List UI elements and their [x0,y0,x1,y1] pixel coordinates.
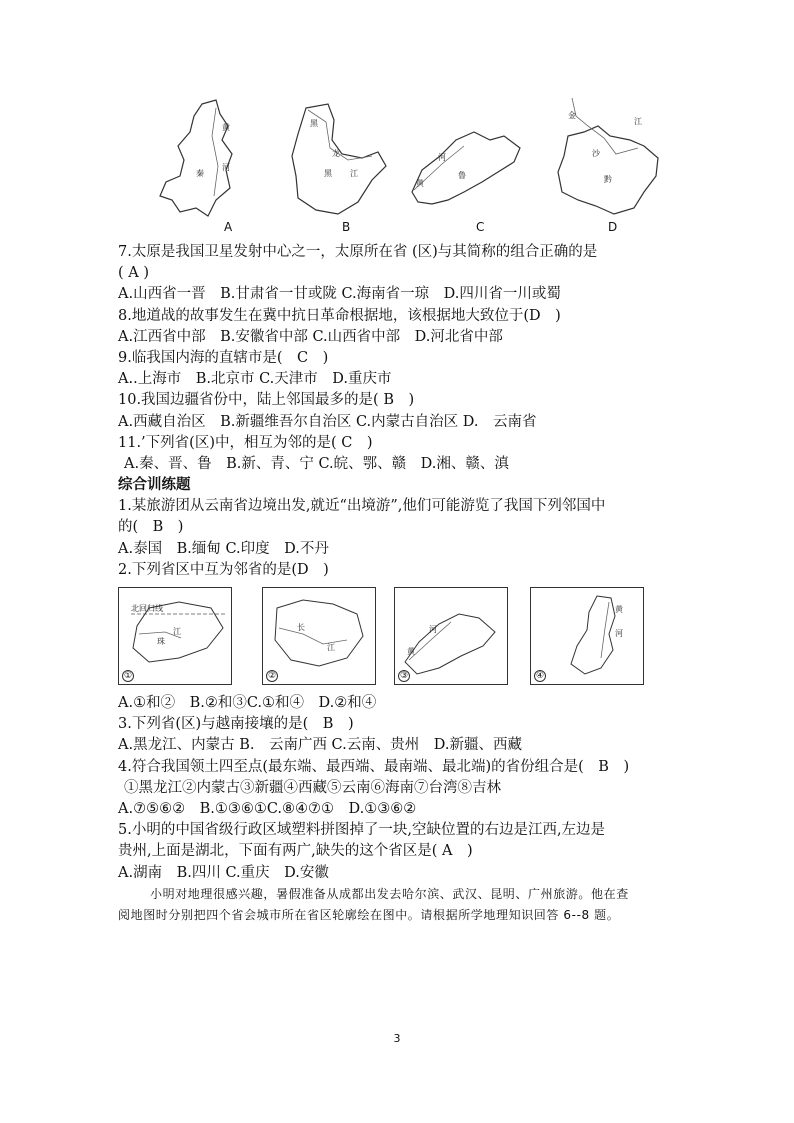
frame-3-label-1: 河 [429,625,437,634]
map-a-label-3: 秦 [196,169,204,178]
frame-4-number: ④ [535,671,545,681]
question-9-options: A..上海市 B.北京市 C.天津市 D.重庆市 [118,371,392,388]
frame-2-label-1: 长 [297,623,305,632]
map-b-outline [276,96,396,238]
map-a-label-2: 河 [222,163,230,172]
frame-4-map [531,588,643,684]
map-b-letter: B [342,220,351,234]
frame-3-number: ③ [399,671,409,681]
map-d-label-4: 黔 [604,175,612,184]
map-b-label-1: 黑 [310,119,318,128]
map-c-letter: C [476,220,485,234]
map-a-label-1: 黄 [222,123,230,132]
question-10: 10.我国边疆省份中，陆上邻国最多的是( B ) [118,392,415,409]
frame-2-map [263,588,375,684]
frame-2 [262,587,376,685]
page-number: 3 [393,1032,401,1045]
map-a-letter: A [224,220,233,234]
question-8: 8.地道战的故事发生在冀中抗日革命根据地，该根据地大致位于(D ) [118,307,561,324]
training-q4: 4.符合我国领土四至点(最东端、最西端、最南端、最北端)的省份组合是( B ) [118,758,630,775]
map-b-label-2: 龙 [332,149,340,158]
q2-map-frames [118,587,678,691]
map-d-label-3: 沙 [592,149,600,158]
frame-1-label-2: 珠 [157,637,165,646]
frame-4-label-1: 黄 [615,605,623,614]
frame-1-label-3: 江 [173,627,181,636]
map-d-outline [548,96,670,238]
question-7: 7.太原是我国卫星发射中心之一，太原所在省 (区)与其简称的组合正确的是 [118,244,598,260]
training-q4-items: ①黑龙江②内蒙古③新疆④西藏⑤云南⑥海南⑦台湾⑧吉林 [124,779,501,796]
training-q5-options: A.湖南 B.四川 C.重庆 D.安徽 [118,864,329,881]
training-q5-cont: 贵州,上面是湖北，下面有两广,缺失的这个省区是( A ) [118,843,473,860]
training-q2: 2.下列省区中互为邻省的是(D ) [118,561,329,578]
reading-passage-line-1: 小明对地理很感兴趣，暑假准备从成都出发去哈尔滨、武汉、昆明、广州旅游。他在查 [150,886,629,901]
training-q3: 3.下列省(区)与越南接壤的是( B ) [118,716,354,733]
map-c-label-1: 河 [438,153,446,162]
question-9: 9.临我国内海的直辖市是( C ) [118,349,329,366]
map-d-label-1: 金 [568,111,576,120]
map-c-label-3: 鲁 [458,171,466,180]
question-11-options: A.秦、晋、鲁 B.新、青、宁 C.皖、鄂、赣 D.湘、赣、滇 [124,455,509,472]
province-maps-row [150,96,670,238]
map-d-letter: D [608,220,618,234]
frame-1 [118,587,232,685]
training-q1-options: A.泰国 B.缅甸 C.印度 D.不丹 [118,540,329,557]
frame-1-map [119,588,231,684]
frame-4 [530,587,644,685]
frame-2-label-2: 江 [327,643,335,652]
training-q2-options: A.①和② B.②和③C.①和④ D.②和④ [118,695,377,711]
training-q1: 1.某旅游团从云南省边境出发,就近“出境游”,他们可能游览了我国下列邻国中 [118,498,606,515]
training-q4-options: A.⑦⑤⑥② B.①③⑥①C.⑧④⑦① D.①③⑥② [118,800,417,817]
map-a-outline [150,96,270,238]
reading-passage-line-2: 阅地图时分别把四个省会城市所在省区轮廓绘在图中。请根据所学地理知识回答 6--8 题。 [118,907,620,922]
question-7-options: A.山西省一晋 B.甘肃省一甘或陇 C.海南省一琼 D.四川省一川或蜀 [118,286,561,303]
training-q1-cont: 的( B ) [118,519,184,536]
frame-4-label-2: 河 [615,629,623,638]
map-d [548,96,670,238]
question-7-answer: ( A ) [118,265,150,282]
training-q3-options: A.黑龙江、内蒙古 B. 云南广西 C.云南、贵州 D.新疆、西藏 [118,737,522,754]
frame-3-map [395,588,507,684]
map-c [402,96,542,238]
question-content [118,242,678,926]
frame-2-number: ② [267,671,277,681]
frame-3 [394,587,508,685]
question-8-options: A.江西省中部 B.安徽省中部 C.山西省中部 D.河北省中部 [118,328,503,345]
map-d-label-2: 江 [634,117,642,126]
map-b-label-4: 江 [350,169,358,178]
map-c-label-2: 黄 [416,179,424,188]
section-title: 综合训练题 [118,477,191,494]
frame-1-label-1: 北回归线 [131,604,163,613]
frame-1-number: ① [123,671,133,681]
question-11: 11.’下列省(区)中，相互为邻的是( C ) [118,434,373,451]
reading-passage [118,884,678,926]
map-a [150,96,270,238]
training-q5: 5.小明的中国省级行政区域塑料拼图掉了一块,空缺位置的右边是江西,左边是 [118,822,606,839]
map-b-label-3: 黑 [324,169,332,178]
map-b [276,96,396,238]
question-10-options: A.西藏自治区 B.新疆维吾尔自治区 C.内蒙古自治区 D. 云南省 [118,413,537,430]
frame-3-label-2: 黄 [407,647,415,656]
map-c-outline [402,96,542,238]
